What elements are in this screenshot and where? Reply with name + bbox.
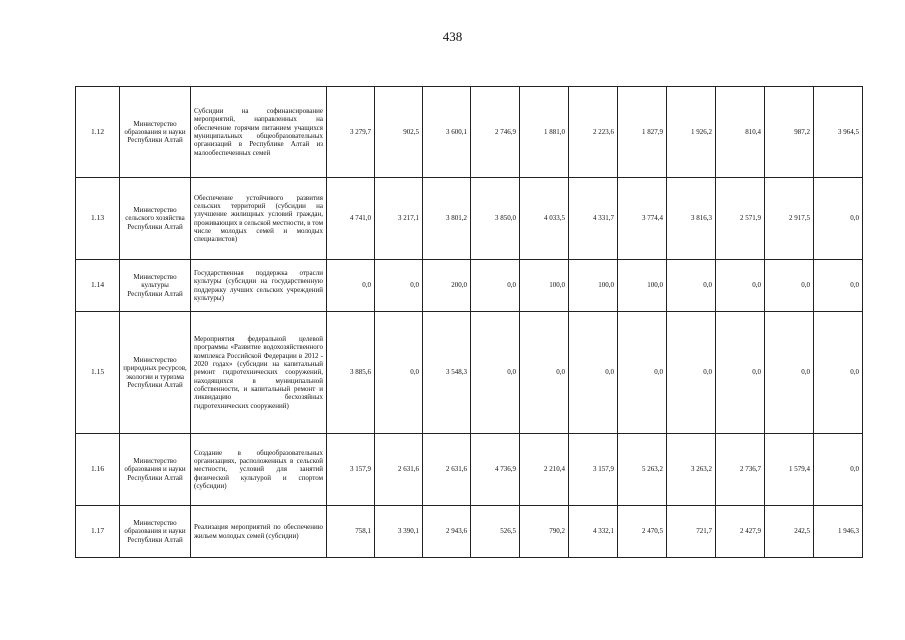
value-cell: 200,0: [423, 260, 471, 312]
value-cell: 4 736,9: [471, 434, 520, 506]
description-cell: Мероприятия федеральной целевой программы «Развитие водохозяйственного комплекса Российской Федерации в 2012 - 2020 годах» (субсидии на капитальный ремонт гидротехнических сооружений, находящихся в муниципальной собственности, и капитальный ремонт и ликвидацию бесхозяйных гидротехнических сооружений): [191, 312, 327, 434]
value-cell: 0,0: [765, 260, 814, 312]
value-cell: 3 816,3: [667, 178, 716, 260]
value-cell: 3 217,1: [375, 178, 423, 260]
value-cell: 526,5: [471, 506, 520, 558]
value-cell: 100,0: [520, 260, 569, 312]
value-cell: 2 943,6: [423, 506, 471, 558]
value-cell: 2 427,9: [716, 506, 765, 558]
value-cell: 1 881,0: [520, 87, 569, 178]
organization-cell: Министерство культуры Республики Алтай: [120, 260, 191, 312]
value-cell: 721,7: [667, 506, 716, 558]
value-cell: 0,0: [667, 312, 716, 434]
value-cell: 5 263,2: [618, 434, 667, 506]
table-row: [76, 87, 863, 178]
value-cell: 242,5: [765, 506, 814, 558]
value-cell: 810,4: [716, 87, 765, 178]
value-cell: 2 470,5: [618, 506, 667, 558]
value-cell: 3 390,1: [375, 506, 423, 558]
value-cell: 0,0: [814, 178, 863, 260]
value-cell: 2 210,4: [520, 434, 569, 506]
value-cell: 2 746,9: [471, 87, 520, 178]
value-cell: 790,2: [520, 506, 569, 558]
table-row: [76, 506, 863, 558]
value-cell: 4 033,5: [520, 178, 569, 260]
value-cell: 0,0: [667, 260, 716, 312]
value-cell: 3 157,9: [569, 434, 618, 506]
description-cell: Создание в общеобразовательных организациях, расположенных в сельской местности, условий для занятий физической культурой и спортом (субсидии): [191, 434, 327, 506]
value-cell: 0,0: [814, 434, 863, 506]
organization-cell: Министерство природных ресурсов, экологии и туризма Республики Алтай: [120, 312, 191, 434]
value-cell: 3 774,4: [618, 178, 667, 260]
organization-cell: Министерство образования и науки Республики Алтай: [120, 434, 191, 506]
row-number: 1.17: [76, 506, 120, 558]
value-cell: 758,1: [327, 506, 375, 558]
value-cell: 0,0: [716, 312, 765, 434]
value-cell: 1 926,2: [667, 87, 716, 178]
value-cell: 3 850,0: [471, 178, 520, 260]
value-cell: 3 263,2: [667, 434, 716, 506]
value-cell: 3 157,9: [327, 434, 375, 506]
value-cell: 3 279,7: [327, 87, 375, 178]
table-row: [76, 260, 863, 312]
value-cell: 3 801,2: [423, 178, 471, 260]
budget-table: [75, 86, 863, 558]
value-cell: 1 827,9: [618, 87, 667, 178]
table-row: [76, 312, 863, 434]
value-cell: 2 631,6: [423, 434, 471, 506]
description-cell: Субсидии на софинансирование мероприятий, направленных на обеспечение горячим питанием учащихся муниципальных общеобразовательных организаций в Республике Алтай из малообеспеченных семей: [191, 87, 327, 178]
value-cell: 3 600,1: [423, 87, 471, 178]
value-cell: 3 885,6: [327, 312, 375, 434]
value-cell: 0,0: [765, 312, 814, 434]
row-number: 1.14: [76, 260, 120, 312]
row-number: 1.12: [76, 87, 120, 178]
value-cell: 0,0: [520, 312, 569, 434]
description-cell: Реализация мероприятий по обеспечению жильем молодых семей (субсидии): [191, 506, 327, 558]
value-cell: 0,0: [375, 312, 423, 434]
description-cell: Государственная поддержка отрасли культуры (субсидии на государственную поддержку лучших сельских учреждений культуры): [191, 260, 327, 312]
value-cell: 0,0: [471, 312, 520, 434]
value-cell: 4 741,0: [327, 178, 375, 260]
table-row: [76, 434, 863, 506]
value-cell: 2 223,6: [569, 87, 618, 178]
value-cell: 0,0: [814, 312, 863, 434]
value-cell: 2 917,5: [765, 178, 814, 260]
value-cell: 0,0: [618, 312, 667, 434]
value-cell: 3 548,3: [423, 312, 471, 434]
value-cell: 1 579,4: [765, 434, 814, 506]
value-cell: 2 631,6: [375, 434, 423, 506]
value-cell: 3 964,5: [814, 87, 863, 178]
value-cell: 987,2: [765, 87, 814, 178]
value-cell: 0,0: [716, 260, 765, 312]
value-cell: 902,5: [375, 87, 423, 178]
row-number: 1.13: [76, 178, 120, 260]
description-cell: Обеспечение устойчивого развития сельских территорий (субсидии на улучшение жилищных условий граждан, проживающих в сельской местности, в том числе молодых семей и молодых специалистов): [191, 178, 327, 260]
value-cell: 0,0: [327, 260, 375, 312]
value-cell: 0,0: [814, 260, 863, 312]
value-cell: 100,0: [569, 260, 618, 312]
organization-cell: Министерство образования и науки Республики Алтай: [120, 506, 191, 558]
value-cell: 2 736,7: [716, 434, 765, 506]
page-number: 438: [442, 29, 463, 44]
value-cell: 100,0: [618, 260, 667, 312]
row-number: 1.16: [76, 434, 120, 506]
organization-cell: Министерство образования и науки Республики Алтай: [120, 87, 191, 178]
value-cell: 1 946,3: [814, 506, 863, 558]
value-cell: 0,0: [375, 260, 423, 312]
table-row: [76, 178, 863, 260]
value-cell: 2 571,9: [716, 178, 765, 260]
organization-cell: Министерство сельского хозяйства Республики Алтай: [120, 178, 191, 260]
value-cell: 0,0: [569, 312, 618, 434]
value-cell: 0,0: [471, 260, 520, 312]
row-number: 1.15: [76, 312, 120, 434]
value-cell: 4 331,7: [569, 178, 618, 260]
value-cell: 4 332,1: [569, 506, 618, 558]
